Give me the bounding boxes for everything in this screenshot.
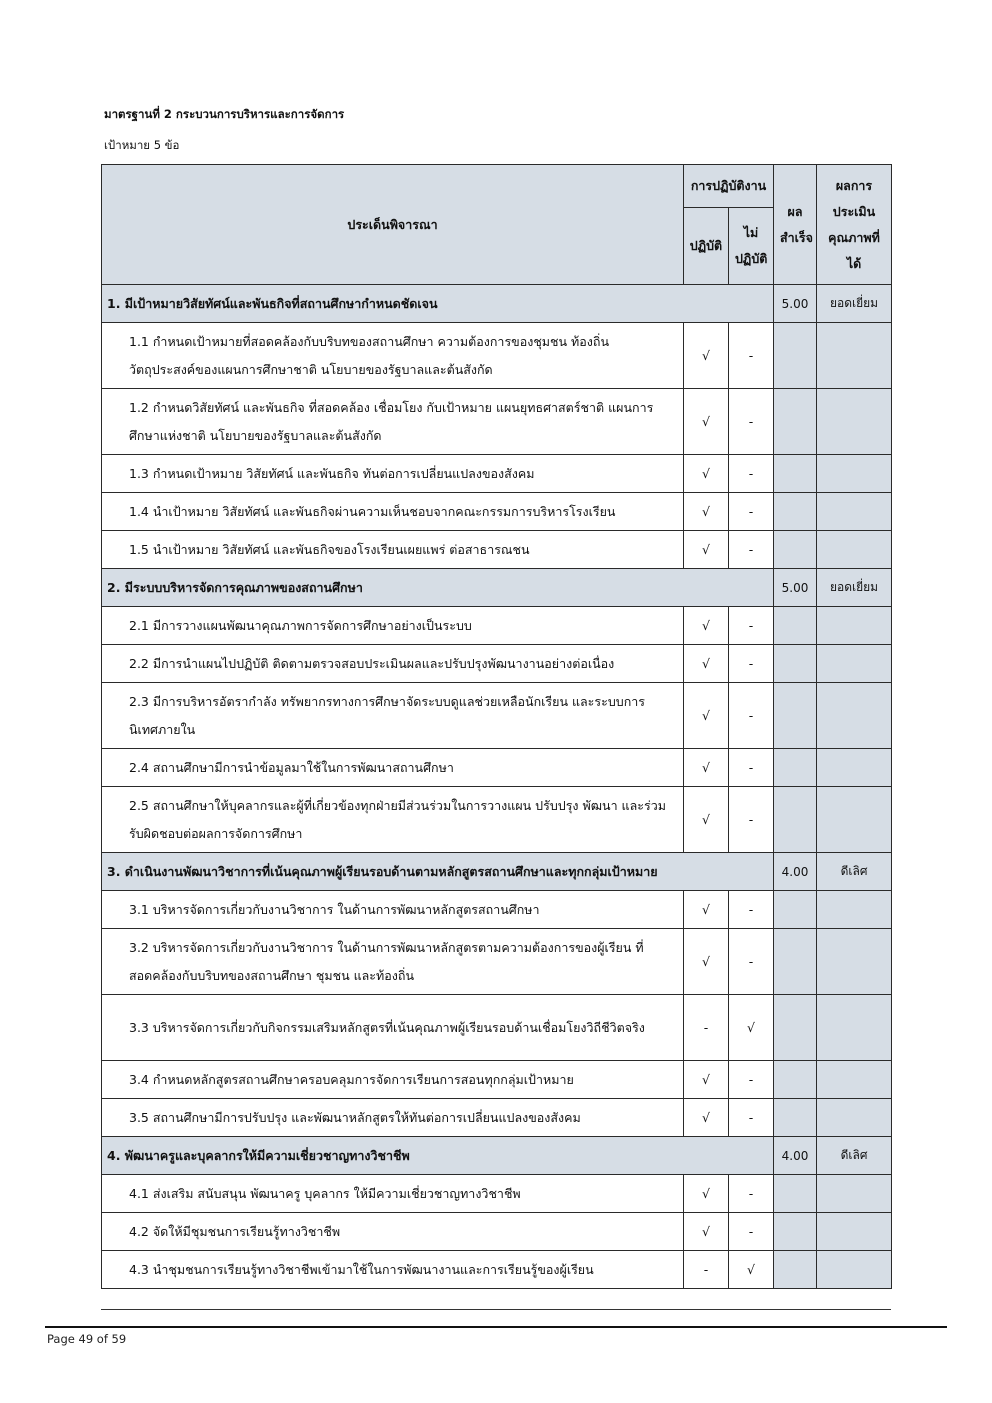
group-row <box>102 569 892 607</box>
done-mark: √ <box>684 1213 729 1251</box>
item-text: 2.1 มีการวางแผนพัฒนาคุณภาพการจัดการศึกษาอย่างเป็นระบบ <box>102 607 684 645</box>
footer-rule <box>45 1326 947 1328</box>
item-row <box>102 891 892 929</box>
result-cell-empty <box>774 389 817 455</box>
page-number: Page 49 of 59 <box>47 1332 127 1346</box>
group-level: ดีเลิศ <box>817 853 892 891</box>
item-row <box>102 1099 892 1137</box>
item-row <box>102 787 892 853</box>
item-row <box>102 493 892 531</box>
item-row <box>102 749 892 787</box>
result-cell-empty <box>774 1099 817 1137</box>
item-text: 2.2 มีการนำแผนไปปฏิบัติ ติดตามตรวจสอบประเมินผลและปรับปรุงพัฒนางานอย่างต่อเนื่อง <box>102 645 684 683</box>
quality-cell-empty <box>817 1061 892 1099</box>
item-row <box>102 1061 892 1099</box>
item-text: 3.1 บริหารจัดการเกี่ยวกับงานวิชาการ ในด้านการพัฒนาหลักสูตรสถานศึกษา <box>102 891 684 929</box>
done-mark: - <box>684 1251 729 1289</box>
quality-cell-empty <box>817 607 892 645</box>
not-done-mark: √ <box>729 1251 774 1289</box>
quality-cell-empty <box>817 929 892 995</box>
result-cell-empty <box>774 1175 817 1213</box>
done-mark: √ <box>684 891 729 929</box>
group-title: 3. ดำเนินงานพัฒนาวิชาการที่เน้นคุณภาพผู้เรียนรอบด้านตามหลักสูตรสถานศึกษาและทุกกลุ่มเป้าหมาย <box>102 853 774 891</box>
item-row <box>102 995 892 1061</box>
done-mark: √ <box>684 749 729 787</box>
footer-divider <box>101 1309 891 1310</box>
item-text: 4.3 นำชุมชนการเรียนรู้ทางวิชาชีพเข้ามาใช้ในการพัฒนางานและการเรียนรู้ของผู้เรียน <box>102 1251 684 1289</box>
result-cell-empty <box>774 1213 817 1251</box>
quality-cell-empty <box>817 389 892 455</box>
item-text: 2.4 สถานศึกษามีการนำข้อมูลมาใช้ในการพัฒนาสถานศึกษา <box>102 749 684 787</box>
quality-cell-empty <box>817 787 892 853</box>
item-text: 3.2 บริหารจัดการเกี่ยวกับงานวิชาการ ในด้านการพัฒนาหลักสูตรตามความต้องการของผู้เรียน ที่สอดคล้องกับบริบทของสถานศึกษา ชุมชน และท้องถิ่น <box>102 929 684 995</box>
item-row <box>102 683 892 749</box>
not-done-mark: - <box>729 607 774 645</box>
header-result: ผลสำเร็จ <box>774 165 817 285</box>
quality-cell-empty <box>817 323 892 389</box>
not-done-mark: √ <box>729 995 774 1061</box>
result-cell-empty <box>774 645 817 683</box>
item-text: 4.2 จัดให้มีชุมชนการเรียนรู้ทางวิชาชีพ <box>102 1213 684 1251</box>
item-row <box>102 1213 892 1251</box>
item-text: 1.2 กำหนดวิสัยทัศน์ และพันธกิจ ที่สอดคล้อง เชื่อมโยง กับเป้าหมาย แผนยุทธศาสตร์ชาติ แผนการศึกษาแห่งชาติ นโยบายของรัฐบาลและต้นสังกัด <box>102 389 684 455</box>
quality-cell-empty <box>817 1099 892 1137</box>
item-text: 1.5 นำเป้าหมาย วิสัยทัศน์ และพันธกิจของโรงเรียนเผยแพร่ ต่อสาธารณชน <box>102 531 684 569</box>
done-mark: √ <box>684 929 729 995</box>
item-row <box>102 645 892 683</box>
group-row <box>102 853 892 891</box>
group-title: 2. มีระบบบริหารจัดการคุณภาพของสถานศึกษา <box>102 569 774 607</box>
result-cell-empty <box>774 323 817 389</box>
not-done-mark: - <box>729 1099 774 1137</box>
done-mark: - <box>684 995 729 1061</box>
done-mark: √ <box>684 645 729 683</box>
item-text: 1.3 กำหนดเป้าหมาย วิสัยทัศน์ และพันธกิจ ทันต่อการเปลี่ยนแปลงของสังคม <box>102 455 684 493</box>
result-cell-empty <box>774 891 817 929</box>
result-cell-empty <box>774 493 817 531</box>
quality-cell-empty <box>817 891 892 929</box>
result-cell-empty <box>774 455 817 493</box>
not-done-mark: - <box>729 683 774 749</box>
item-row <box>102 531 892 569</box>
not-done-mark: - <box>729 891 774 929</box>
quality-cell-empty <box>817 1213 892 1251</box>
result-cell-empty <box>774 1251 817 1289</box>
item-text: 3.5 สถานศึกษามีการปรับปรุง และพัฒนาหลักสูตรให้ทันต่อการเปลี่ยนแปลงของสังคม <box>102 1099 684 1137</box>
item-text: 2.3 มีการบริหารอัตรากำลัง ทรัพยากรทางการศึกษาจัดระบบดูแลช่วยเหลือนักเรียน และระบบการนิเทศภายใน <box>102 683 684 749</box>
group-level: ยอดเยี่ยม <box>817 285 892 323</box>
done-mark: √ <box>684 1061 729 1099</box>
not-done-mark: - <box>729 749 774 787</box>
result-cell-empty <box>774 787 817 853</box>
item-row <box>102 323 892 389</box>
not-done-mark: - <box>729 1213 774 1251</box>
result-cell-empty <box>774 531 817 569</box>
header-not-done: ไม่ปฏิบัติ <box>729 208 774 285</box>
item-text: 1.4 นำเป้าหมาย วิสัยทัศน์ และพันธกิจผ่านความเห็นชอบจากคณะกรรมการบริหารโรงเรียน <box>102 493 684 531</box>
done-mark: √ <box>684 455 729 493</box>
done-mark: √ <box>684 683 729 749</box>
done-mark: √ <box>684 1099 729 1137</box>
quality-cell-empty <box>817 455 892 493</box>
not-done-mark: - <box>729 323 774 389</box>
not-done-mark: - <box>729 929 774 995</box>
item-row <box>102 455 892 493</box>
item-row <box>102 929 892 995</box>
group-score: 5.00 <box>774 285 817 323</box>
result-cell-empty <box>774 683 817 749</box>
quality-cell-empty <box>817 1251 892 1289</box>
item-row <box>102 607 892 645</box>
group-level: ดีเลิศ <box>817 1137 892 1175</box>
item-text: 3.4 กำหนดหลักสูตรสถานศึกษาครอบคลุมการจัดการเรียนการสอนทุกกลุ่มเป้าหมาย <box>102 1061 684 1099</box>
item-row <box>102 1251 892 1289</box>
group-title: 1. มีเป้าหมายวิสัยทัศน์และพันธกิจที่สถานศึกษากำหนดชัดเจน <box>102 285 774 323</box>
not-done-mark: - <box>729 531 774 569</box>
target-note: เป้าหมาย 5 ข้อ <box>104 138 180 152</box>
item-text: 3.3 บริหารจัดการเกี่ยวกับกิจกรรมเสริมหลักสูตรที่เน้นคุณภาพผู้เรียนรอบด้านเชื่อมโยงวิถีชีวิตจริง <box>102 995 684 1061</box>
quality-cell-empty <box>817 531 892 569</box>
not-done-mark: - <box>729 1061 774 1099</box>
not-done-mark: - <box>729 389 774 455</box>
group-level: ยอดเยี่ยม <box>817 569 892 607</box>
done-mark: √ <box>684 493 729 531</box>
section-heading: มาตรฐานที่ 2 กระบวนการบริหารและการจัดการ <box>104 107 345 121</box>
result-cell-empty <box>774 607 817 645</box>
group-score: 4.00 <box>774 1137 817 1175</box>
done-mark: √ <box>684 531 729 569</box>
standard-table <box>101 164 892 1289</box>
group-score: 4.00 <box>774 853 817 891</box>
item-row <box>102 1175 892 1213</box>
result-cell-empty <box>774 995 817 1061</box>
group-score: 5.00 <box>774 569 817 607</box>
group-row <box>102 285 892 323</box>
not-done-mark: - <box>729 1175 774 1213</box>
quality-cell-empty <box>817 645 892 683</box>
done-mark: √ <box>684 607 729 645</box>
item-text: 1.1 กำหนดเป้าหมายที่สอดคล้องกับบริบทของสถานศึกษา ความต้องการของชุมชน ท้องถิ่น วัตถุประสงค์ของแผนการศึกษาชาติ นโยบายของรัฐบาลและต้นสังกัด <box>102 323 684 389</box>
not-done-mark: - <box>729 455 774 493</box>
done-mark: √ <box>684 787 729 853</box>
header-criteria: ประเด็นพิจารณา <box>102 165 684 285</box>
header-done: ปฏิบัติ <box>684 208 729 285</box>
result-cell-empty <box>774 749 817 787</box>
quality-cell-empty <box>817 493 892 531</box>
done-mark: √ <box>684 389 729 455</box>
header-quality: ผลการประเมินคุณภาพที่ได้ <box>817 165 892 285</box>
result-cell-empty <box>774 1061 817 1099</box>
done-mark: √ <box>684 1175 729 1213</box>
header-practice: การปฏิบัติงาน <box>684 165 774 208</box>
not-done-mark: - <box>729 787 774 853</box>
group-row <box>102 1137 892 1175</box>
item-text: 4.1 ส่งเสริม สนับสนุน พัฒนาครู บุคลากร ให้มีความเชี่ยวชาญทางวิชาชีพ <box>102 1175 684 1213</box>
item-text: 2.5 สถานศึกษาให้บุคลากรและผู้ที่เกี่ยวข้องทุกฝ่ายมีส่วนร่วมในการวางแผน ปรับปรุง พัฒนา และร่วมรับผิดชอบต่อผลการจัดการศึกษา <box>102 787 684 853</box>
item-row <box>102 389 892 455</box>
not-done-mark: - <box>729 645 774 683</box>
done-mark: √ <box>684 323 729 389</box>
group-title: 4. พัฒนาครูและบุคลากรให้มีความเชี่ยวชาญทางวิชาชีพ <box>102 1137 774 1175</box>
quality-cell-empty <box>817 1175 892 1213</box>
quality-cell-empty <box>817 995 892 1061</box>
quality-cell-empty <box>817 749 892 787</box>
quality-cell-empty <box>817 683 892 749</box>
result-cell-empty <box>774 929 817 995</box>
not-done-mark: - <box>729 493 774 531</box>
